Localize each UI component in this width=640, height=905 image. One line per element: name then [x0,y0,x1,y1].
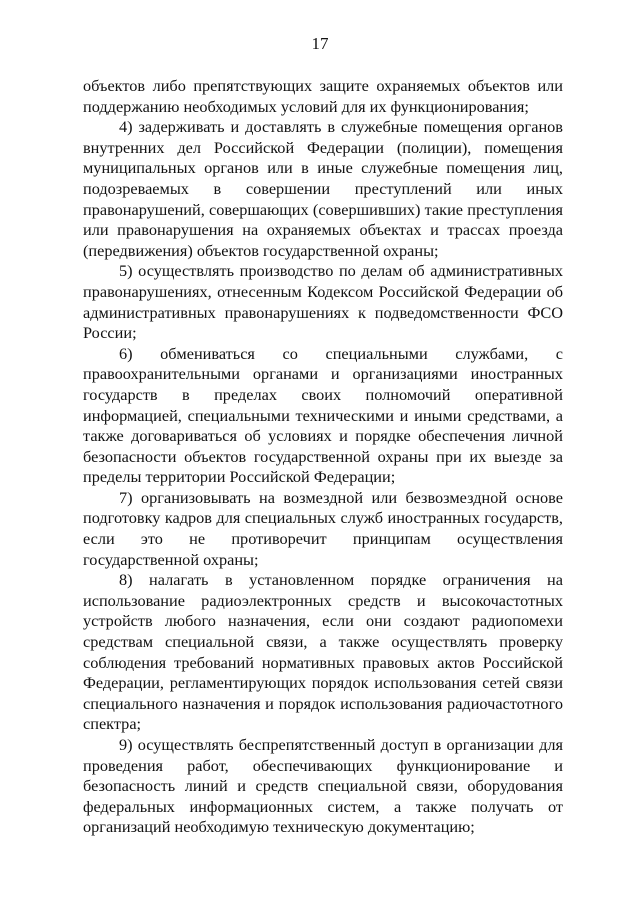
paragraph-item-5: 5) осуществлять производство по делам об административных правонарушениях, отнесенным Кодексом Российской Федерации об административных правонарушениях к подведомственности ФСО России; [83,261,563,343]
page-number: 17 [311,34,329,53]
paragraph-item-4: 4) задерживать и доставлять в служебные помещения органов внутренних дел Российской Федерации (полиции), помещения муниципальных органов или в иные служебные помещения лиц, подозреваемых в совершении преступлений или иных правонарушений, совершающих (совершивших) такие преступления или правонарушения на охраняемых объектах и трассах проезда (передвижения) объектов государственной охраны; [83,117,563,260]
paragraph-item-6: 6) обмениваться со специальными службами, с правоохранительными органами и организациями иностранных государств в пределах своих полномочий оперативной информацией, специальными техническими и иными средствами, а также договариваться об условиях и порядке обеспечения личной безопасности объектов государственной охраны при их выезде за пределы территории Российской Федерации; [83,343,563,487]
paragraph-continuation: объектов либо препятствующих защите охраняемых объектов или поддержанию необходимых условий для их функционирования; [83,76,563,116]
document-body [83,76,563,838]
paragraph-item-9: 9) осуществлять беспрепятственный доступ в организации для проведения работ, обеспечивающих функционирование и безопасность линий и средств специальной связи, оборудования федеральных информационных систем, а также получать от организаций необходимую техническую документацию; [83,735,563,837]
paragraph-item-8: 8) налагать в установленном порядке ограничения на использование радиоэлектронных средств и высокочастотных устройств любого назначения, если они создают радиопомехи средствам специальной связи, а также осуществлять проверку соблюдения требований нормативных правовых актов Российской Федерации, регламентирующих порядок использования сетей связи специального назначения и порядок использования радиочастотного спектра; [83,570,563,734]
paragraph-item-7: 7) организовывать на возмездной или безвозмездной основе подготовку кадров для специальных служб иностранных государств, если это не противоречит принципам осуществления государственной охраны; [83,487,563,569]
